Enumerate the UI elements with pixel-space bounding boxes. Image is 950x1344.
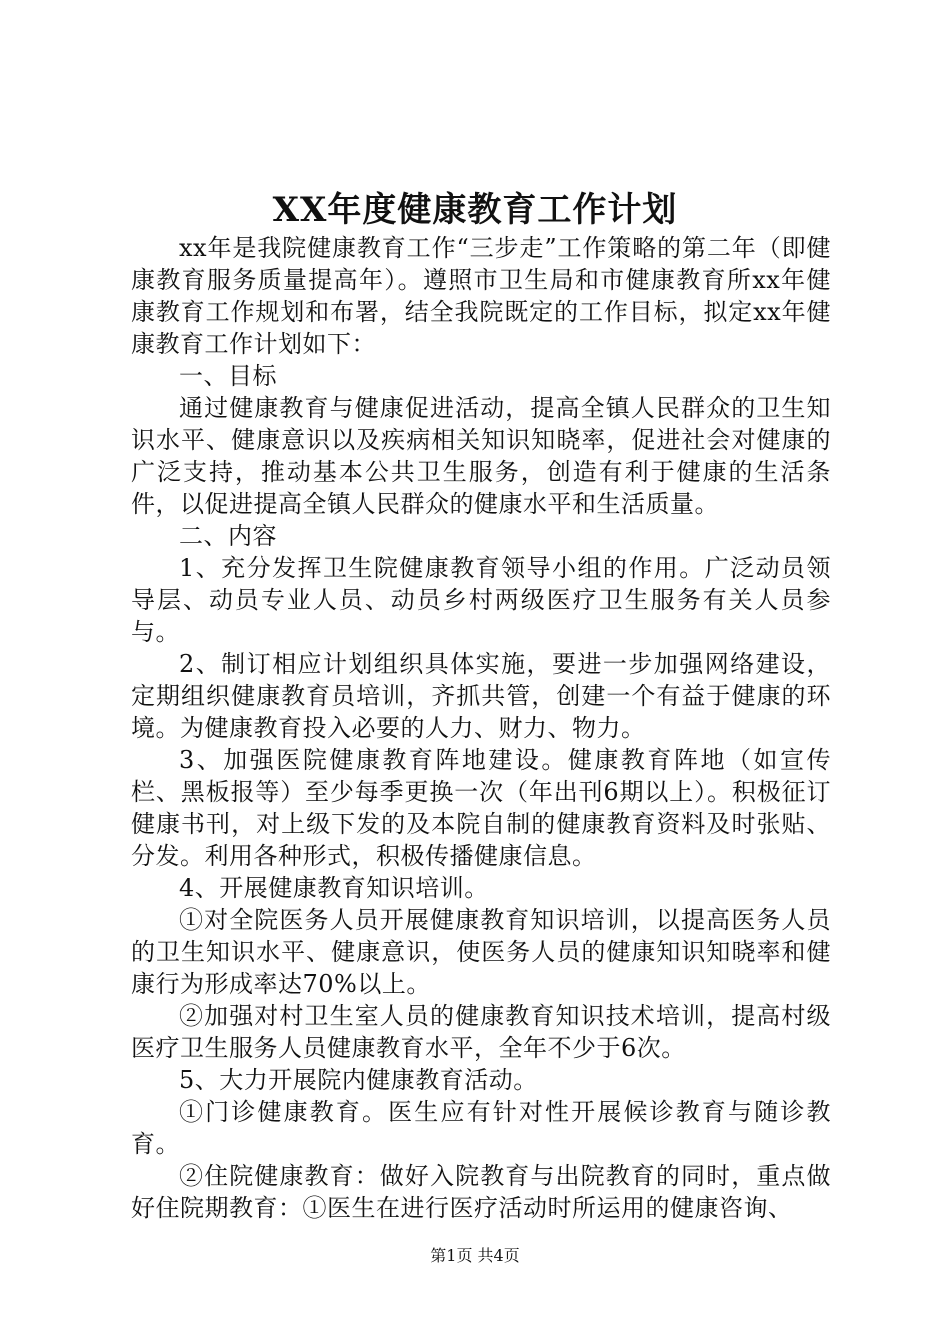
document-body — [131, 232, 831, 1224]
paragraph-item-5-sub-2: ②住院健康教育：做好入院教育与出院教育的同时，重点做好住院期教育：①医生在进行医疗活动时所运用的健康咨询、 — [131, 1162, 831, 1222]
paragraph-item-3: 3、加强医院健康教育阵地建设。健康教育阵地（如宣传栏、黑板报等）至少每季更换一次（年出刊6期以上）。积极征订健康书刊，对上级下发的及本院自制的健康教育资料及时张贴、分发。利用各种形式，积极传播健康信息。 — [131, 746, 831, 870]
paragraph-goal: 通过健康教育与健康促进活动，提高全镇人民群众的卫生知识水平、健康意识以及疾病相关知识知晓率，促进社会对健康的广泛支持，推动基本公共卫生服务，创造有利于健康的生活条件，以促进提高全镇人民群众的健康水平和生活质量。 — [131, 394, 831, 518]
paragraph-intro: xx年是我院健康教育工作“三步走”工作策略的第二年（即健康教育服务质量提高年）。遵照市卫生局和市健康教育所xx年健康教育工作规划和布署，结全我院既定的工作目标，拟定xx年健康教育工作计划如下： — [131, 234, 831, 358]
paragraph-item-4: 4、开展健康教育知识培训。 — [179, 874, 489, 902]
paragraph-item-2: 2、制订相应计划组织具体实施，要进一步加强网络建设，定期组织健康教育员培训，齐抓共管，创建一个有益于健康的环境。为健康教育投入必要的人力、财力、物力。 — [131, 650, 831, 742]
document-title: XX年度健康教育工作计划 — [272, 190, 678, 230]
paragraph-item-5: 5、大力开展院内健康教育活动。 — [179, 1066, 538, 1094]
heading-content: 二、内容 — [179, 522, 277, 550]
page-footer: 第1页 共4页 — [430, 1246, 520, 1265]
paragraph-item-5-sub-1: ①门诊健康教育。医生应有针对性开展候诊教育与随诊教育。 — [131, 1098, 831, 1158]
paragraph-item-4-sub-1: ①对全院医务人员开展健康教育知识培训，以提高医务人员的卫生知识水平、健康意识，使医务人员的健康知识知晓率和健康行为形成率达70%以上。 — [131, 906, 831, 998]
paragraph-item-4-sub-2: ②加强对村卫生室人员的健康教育知识技术培训，提高村级医疗卫生服务人员健康教育水平，全年不少于6次。 — [131, 1002, 831, 1062]
paragraph-item-1: 1、充分发挥卫生院健康教育领导小组的作用。广泛动员领导层、动员专业人员、动员乡村两级医疗卫生服务有关人员参与。 — [131, 554, 831, 646]
heading-goal: 一、目标 — [179, 362, 277, 390]
